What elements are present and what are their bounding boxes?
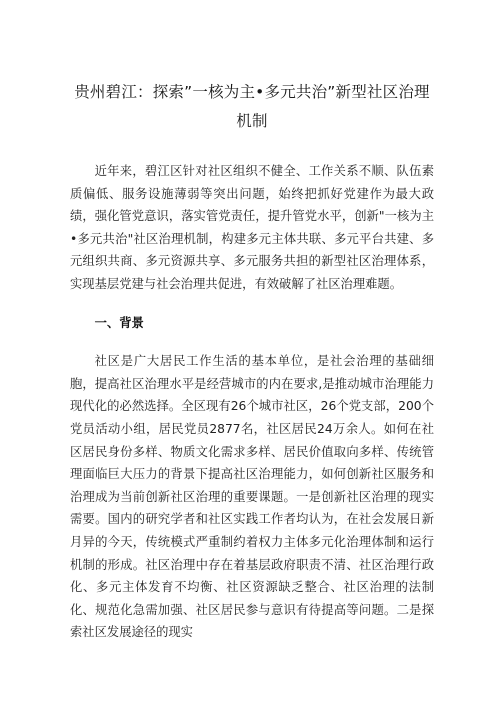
intro-paragraph: 近年来，碧江区针对社区组织不健全、工作关系不顺、队伍素质偏低、服务设施薄弱等突出问题，始终把抓好党建作为最大政绩，强化管党意识，落实管党责任，提升管党水平，创新"一核为主•多元共治"社区治理机制，构建多元主体共联、多元平台共建、多元组织共商、多元资源共享、多元服务共担的新型社区治理体系，实现基层党建与社会治理共促进，有效破解了社区治理难题。 [70,164,434,291]
section-heading-background: 一、背景 [94,315,144,330]
background-paragraph: 社区是广大居民工作生活的基本单位，是社会治理的基础细胞，提高社区治理水平是经营城市的内在要求,是推动城市治理能力现代化的必然选择。全区现有26个城市社区，26个党支部，200个党员活动小组，居民党员2877名，社区居民24万余人。如何在社区居民身份多样、物质文化需求多样、居民价值取向多样、传统管理面临巨大压力的背景下提高社区治理能力，如何创新社区服务和治理成为当前创新社区治理的重要课题。一是创新社区治理的现实需要。国内的研究学者和社区实践工作者均认为，在社会发展日新月异的今天，传统模式严重制约着权力主体多元化治理体制和运行机制的形成。社区治理中存在着基层政府职责不清、社区治理行政化、多元主体发育不均衡、社区资源缺乏整合、社区治理的法制化、规范化急需加强、社区居民参与意识有待提高等问题。二是探索社区发展途径的现实 [70,354,434,640]
document-title [70,78,434,136]
title-line-1: 贵州碧江：探索”一核为主•多元共治”新型社区治理 [74,83,430,101]
title-line-2: 机制 [236,112,268,130]
